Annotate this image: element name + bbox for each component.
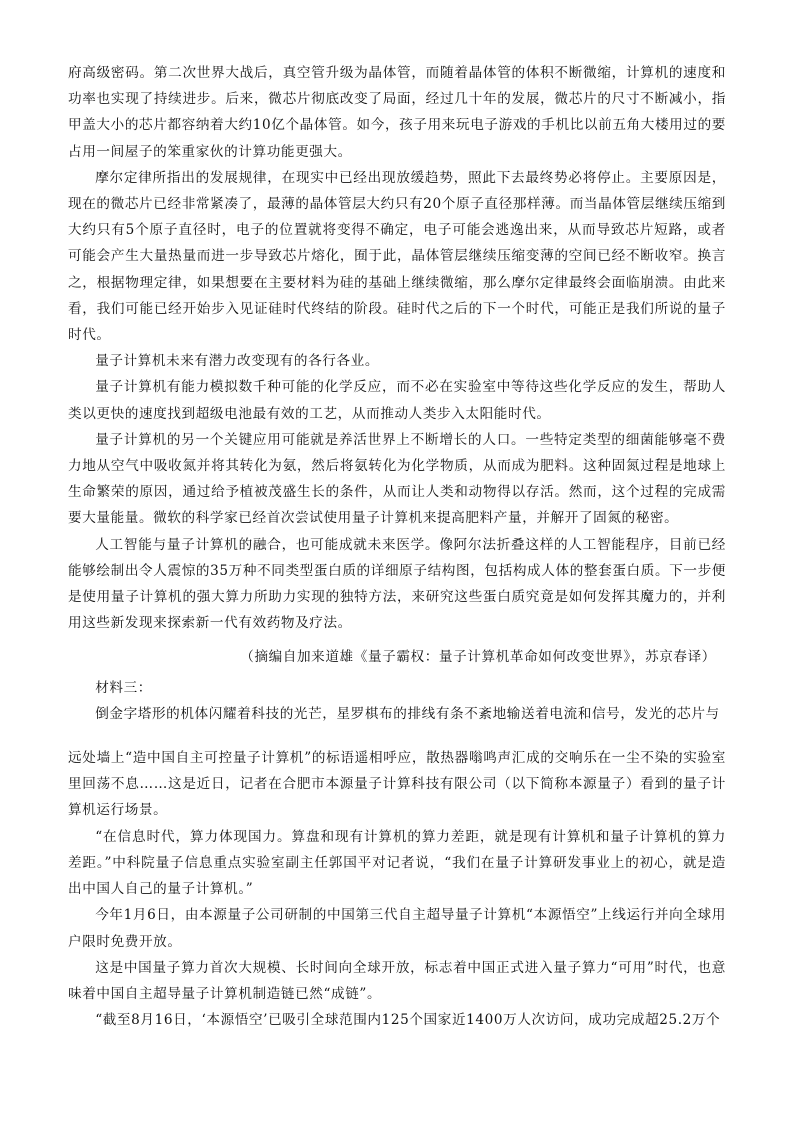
paragraph-5: 量子计算机的另一个关键应用可能就是养活世界上不断增长的人口。一些特定类型的细菌能够毫不费力地从空气中吸收氮并将其转化为氨，然后将氨转化为化学物质，从而成为肥料。这种固氮过程是地球上生命繁荣的原因，通过给予植被茂盛生长的条件，从而让人类和动物得以存活。然而，这个过程的完成需要大量能量。微软的科学家已经首次尝试使用量子计算机来提高肥料产量，并解开了固氮的秘密。 <box>68 431 726 527</box>
paragraph-6: 人工智能与量子计算机的融合，也可能成就未来医学。像阿尔法折叠这样的人工智能程序，目前已经能够绘制出令人震惊的35万种不同类型蛋白质的详细原子结构图，包括构成人体的整套蛋白质。下一步便是使用量子计算机的强大算力所助力实现的独特方法，来研究这些蛋白质究竟是如何发挥其魔力的，并利用这些新发现来探索新一代有效药物及疗法。 <box>68 536 726 632</box>
source-citation: （摘编自加来道雄《量子霸权：量子计算机革命如何改变世界》，苏京春译） <box>240 649 716 666</box>
paragraph-1: 府高级密码。第二次世界大战后，真空管升级为晶体管，而随着晶体管的体积不断微缩，计算机的速度和功率也实现了持续进步。后来，微芯片彻底改变了局面，经过几十年的发展，微芯片的尺寸不断减小，指甲盖大小的芯片都容纳着大约10亿个晶体管。如今，孩子用来玩电子游戏的手机比以前五角大楼用过的要占用一间屋子的笨重家伙的计算功能更强大。 <box>68 65 726 160</box>
paragraph-gap <box>68 727 726 745</box>
paragraph-4: 量子计算机有能力模拟数千种可能的化学反应，而不必在实验室中等待这些化学反应的发生，帮助人类以更快的速度找到超级电池最有效的工艺，从而推动人类步入太阳能时代。 <box>68 379 726 422</box>
material-paragraph-4: 今年1月6日，由本源量子公司研制的中国第三代自主超导量子计算机“本源悟空”上线运行并向全球用户限时免费开放。 <box>68 907 726 950</box>
paragraph-3: 量子计算机未来有潜力改变现有的各行各业。 <box>95 353 380 370</box>
material-paragraph-6: “截至8月16日，‘本源悟空’已吸引全球范围内125个国家近1400万人次访问，成功完成超25.2万个 <box>95 1012 721 1029</box>
material-three-label: 材料三： <box>95 679 152 696</box>
material-paragraph-3: “在信息时代，算力体现国力。算盘和现有计算机的算力差距，就是现有计算机和量子计算机的算力差距。”中科院量子信息重点实验室副主任郭国平对记者说，“我们在量子计算研发事业上的初心，就是造出中国人自己的量子计算机。” <box>68 828 726 898</box>
paragraph-2: 摩尔定律所指出的发展规律，在现实中已经出现放缓趋势，照此下去最终势必将停止。主要原因是，现在的微芯片已经非常紧凑了，最薄的晶体管层大约只有20个原子直径那样薄。而当晶体管层继续压缩到大约只有5个原子直径时，电子的位置就将变得不确定，电子可能会逃逸出来，从而导致芯片短路，或者可能会产生大量热量而进一步导致芯片熔化，囿于此，晶体管层继续压缩变薄的空间已经不断收窄。换言之，根据物理定律，如果想要在主要材料为硅的基础上继续微缩，那么摩尔定律最终会面临崩溃。由此来看，我们可能已经开始步入见证硅时代终结的阶段。硅时代之后的下一个时代，可能正是我们所说的量子时代。 <box>68 169 726 344</box>
document-page <box>68 60 726 1033</box>
material-paragraph-2: 远处墙上“造中国自主可控量子计算机”的标语遥相呼应，散热器嗡鸣声汇成的交响乐在一尘不染的实验室里回荡不息……这是近日，记者在合肥市本源量子计算科技有限公司（以下简称本源量子）看到的量子计算机运行场景。 <box>68 750 726 819</box>
material-paragraph-1: 倒金字塔形的机体闪耀着科技的光芒，星罗棋布的排线有条不紊地输送着电流和信号，发光的芯片与 <box>95 705 720 722</box>
material-paragraph-5: 这是中国量子算力首次大规模、长时间向全球开放，标志着中国正式进入量子算力“可用”时代，也意味着中国自主超导量子计算机制造链已然“成链”。 <box>68 959 726 1002</box>
